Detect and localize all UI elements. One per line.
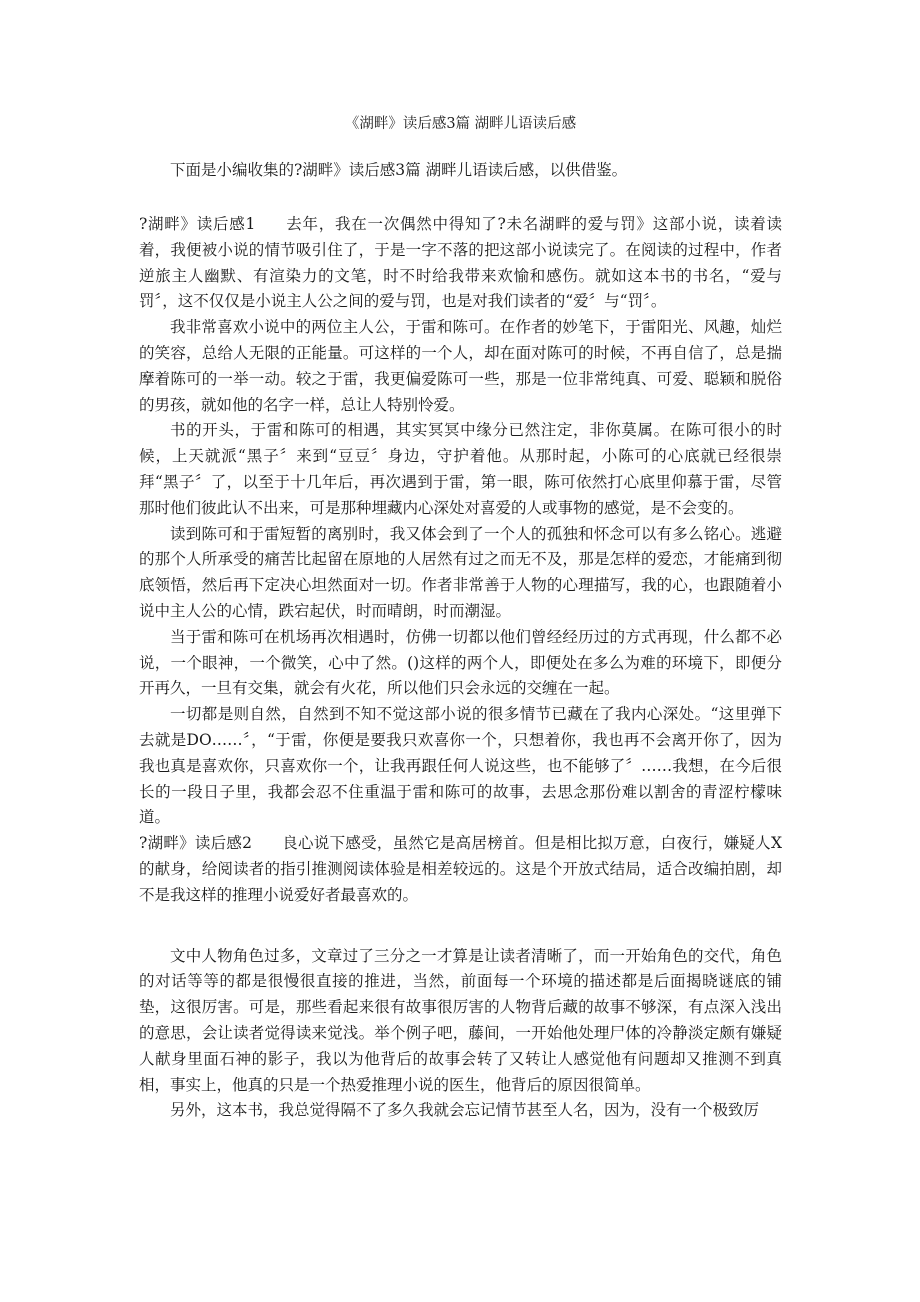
section2-heading: ?湖畔》读后感2	[139, 834, 253, 853]
section1-paragraph-2: 我非常喜欢小说中的两位主人公，于雷和陈可。在作者的妙笔下，于雷阳光、风趣，灿烂的笑容，总给人无限的正能量。可这样的一个人，却在面对陈可的时候，不再自信了，总是揣摩着陈可的一举一动。较之于雷，我更偏爱陈可一些，那是一位非常纯真、可爱、聪颖和脱俗的男孩，就如他的名字一样，总让人特别怜爱。	[139, 318, 782, 414]
document-body	[139, 212, 782, 1124]
section2-paragraph-2: 文中人物角色过多，文章过了三分之一才算是让读者清晰了，而一开始角色的交代，角色的对话等等的都是很慢很直接的推进，当然，前面每一个环境的描述都是后面揭晓谜底的铺垫，这很厉害。可是，那些看起来很有故事很厉害的人物背后藏的故事不够深，有点深入浅出的意思，会让读者觉得读来觉浅。举个例子吧，藤间，一开始他处理尸体的冷静淡定颇有嫌疑人献身里面石神的影子，我以为他背后的故事会转了又转让人感觉他有问题却又推测不到真相，事实上，他真的只是一个热爱推理小说的医生，他背后的原因很简单。	[139, 946, 782, 1094]
document-title: 《湖畔》读后感3篇 湖畔儿语读后感	[344, 116, 577, 132]
section1-paragraph-6: 一切都是则自然，自然到不知不觉这部小说的很多情节已藏在了我内心深处。“这里弹下去就是DO……〞，“于雷，你便是要我只欢喜你一个，只想着你，我也再不会离开你了，因为我也真是喜欢你，只喜欢你一个，让我再跟任何人说这些，也不能够了〞……我想，在今后很长的一段日子里，我都会忍不住重温于雷和陈可的故事，去思念那份难以割舍的青涩柠檬味道。	[139, 705, 782, 827]
intro-paragraph: 下面是小编收集的?湖畔》读后感3篇 湖畔儿语读后感，以供借鉴。	[170, 161, 628, 179]
section2-first-paragraph	[139, 831, 782, 908]
section1-paragraph-3: 书的开头，于雷和陈可的相遇，其实冥冥中缘分已然注定，非你莫属。在陈可很小的时候，上天就派“黑子〞来到“豆豆〞身边，守护着他。从那时起，小陈可的心底就已经很崇拜“黑子〞了，以至于十几年后，再次遇到于雷，第一眼，陈可依然打心底里仰慕于雷，尽管那时他们彼此认不出来，可是那种埋藏内心深处对喜爱的人或事物的感觉，是不会变的。	[139, 421, 782, 517]
section1-heading: ?湖畔》读后感1	[139, 215, 256, 233]
section1-paragraph-4: 读到陈可和于雷短暂的离别时，我又体会到了一个人的孤独和怀念可以有多么铭心。逃避的那个人所承受的痛苦比起留在原地的人居然有过之而无不及，那是怎样的爱恋，才能痛到彻底领悟，然后再下定决心坦然面对一切。作者非常善于人物的心理描写，我的心，也跟随着小说中主人公的心情，跌宕起伏，时而晴朗，时而潮湿。	[139, 524, 782, 620]
paragraph-gap	[139, 909, 782, 944]
section1-first-paragraph	[139, 212, 782, 315]
section1-paragraph-1: 去年，我在一次偶然中得知了?未名湖畔的爱与罚》这部小说，读着读着，我便被小说的情节吸引住了，于是一字不落的把这部小说读完了。在阅读的过程中，作者逆旅主人幽默、有渲染力的文笔，时不时给我带来欢愉和感伤。就如这本书的书名，“爱与罚〞，这不仅仅是小说主人公之间的爱与罚，也是对我们读者的“爱〞与“罚〞。	[139, 215, 782, 311]
section2-paragraph-1: 良心说下感受，虽然它是高居榜首。但是相比拟万意，白夜行，嫌疑人X的献身，给阅读者的指引推测阅读体验是相差较远的。这是个开放式结局，适合改编拍剧，却不是我这样的推理小说爱好者最喜欢的。	[139, 834, 782, 904]
section1-paragraph-5: 当于雷和陈可在机场再次相遇时，仿佛一切都以他们曾经经历过的方式再现，什么都不必说，一个眼神，一个微笑，心中了然。()这样的两个人，即便处在多么为难的环境下，即便分开再久，一旦有交集，就会有火花，所以他们只会永远的交缠在一起。	[139, 627, 782, 698]
section2-paragraph-3: 另外，这本书，我总觉得隔不了多久我就会忘记情节甚至人名，因为，没有一个极致厉	[170, 1101, 760, 1120]
